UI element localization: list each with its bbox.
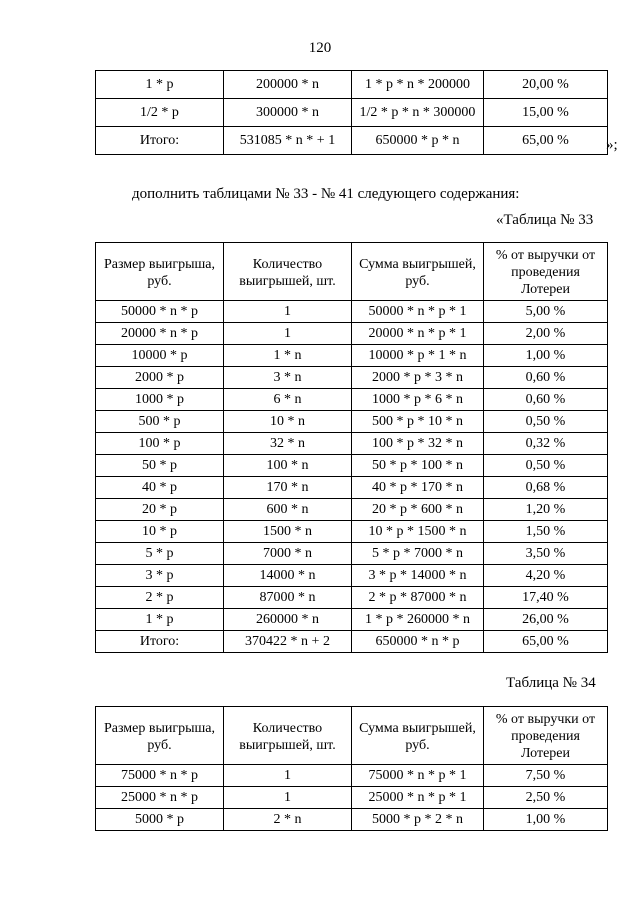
table-row [96,499,608,521]
table-row [96,477,608,499]
table-33-header-row [96,243,608,301]
table-row [96,389,608,411]
cell-prize-count: 1 * n [224,345,352,367]
cell-prize-sum: 75000 * n * р * 1 [352,765,484,787]
cell-prize-size: 10000 * р [96,345,224,367]
table-34 [95,706,608,831]
cell-prize-sum: 1 * р * n * 200000 [352,71,484,99]
cell-prize-sum: 25000 * n * р * 1 [352,787,484,809]
cell-prize-sum: 1 * р * 260000 * n [352,609,484,631]
table-row [96,411,608,433]
header-prize-size: Размер выигрыша, руб. [96,707,224,765]
cell-revenue-percent: 0,68 % [484,477,608,499]
table-row [96,433,608,455]
cell-prize-count: 370422 * n + 2 [224,631,352,653]
closing-quote: »; [606,137,618,153]
cell-prize-sum: 2000 * р * 3 * n [352,367,484,389]
cell-revenue-percent: 17,40 % [484,587,608,609]
table-row [96,765,608,787]
cell-prize-count: 1500 * n [224,521,352,543]
cell-prize-size: 20 * р [96,499,224,521]
table-row [96,323,608,345]
cell-prize-count: 1 [224,765,352,787]
cell-prize-count: 10 * n [224,411,352,433]
cell-revenue-percent: 20,00 % [484,71,608,99]
table-row [96,565,608,587]
continued-table-body [96,71,608,155]
table-row [96,543,608,565]
cell-prize-size: 1/2 * р [96,99,224,127]
cell-prize-count: 87000 * n [224,587,352,609]
cell-prize-sum: 650000 * n * р [352,631,484,653]
table-row [96,455,608,477]
cell-prize-count: 1 [224,787,352,809]
cell-revenue-percent: 3,50 % [484,543,608,565]
cell-revenue-percent: 7,50 % [484,765,608,787]
cell-prize-size: 75000 * n * р [96,765,224,787]
cell-revenue-percent: 2,00 % [484,323,608,345]
cell-prize-size: 40 * р [96,477,224,499]
cell-prize-size: Итого: [96,127,224,155]
cell-revenue-percent: 65,00 % [484,127,608,155]
cell-prize-count: 1 [224,323,352,345]
continued-table [95,70,608,155]
table-row [96,587,608,609]
cell-revenue-percent: 5,00 % [484,301,608,323]
cell-prize-sum: 1/2 * р * n * 300000 [352,99,484,127]
cell-prize-size: 2000 * р [96,367,224,389]
cell-prize-size: 1 * р [96,609,224,631]
cell-prize-sum: 5000 * р * 2 * n [352,809,484,831]
cell-prize-size: 1 * р [96,71,224,99]
cell-prize-count: 260000 * n [224,609,352,631]
table-row [96,345,608,367]
cell-prize-count: 32 * n [224,433,352,455]
table-row [96,99,608,127]
header-revenue-percent: % от выручки от проведения Лотереи [484,243,608,301]
cell-prize-count: 7000 * n [224,543,352,565]
cell-prize-size: 50 * р [96,455,224,477]
cell-revenue-percent: 1,00 % [484,345,608,367]
cell-prize-sum: 20 * р * 600 * n [352,499,484,521]
cell-prize-sum: 3 * р * 14000 * n [352,565,484,587]
cell-prize-size: 5000 * р [96,809,224,831]
cell-prize-size: 500 * р [96,411,224,433]
cell-revenue-percent: 0,50 % [484,411,608,433]
header-prize-sum: Сумма выигрышей, руб. [352,243,484,301]
header-prize-count: Количество выигрышей, шт. [224,243,352,301]
cell-prize-count: 170 * n [224,477,352,499]
table-row [96,631,608,653]
cell-prize-size: 3 * р [96,565,224,587]
cell-revenue-percent: 15,00 % [484,99,608,127]
cell-revenue-percent: 26,00 % [484,609,608,631]
header-prize-size: Размер выигрыша, руб. [96,243,224,301]
cell-prize-size: 1000 * р [96,389,224,411]
cell-revenue-percent: 1,20 % [484,499,608,521]
cell-revenue-percent: 1,00 % [484,809,608,831]
table-row [96,787,608,809]
table-34-header-row [96,707,608,765]
table-row [96,809,608,831]
cell-prize-size: 25000 * n * р [96,787,224,809]
table-33-caption: «Таблица № 33 [496,212,594,228]
cell-prize-count: 300000 * n [224,99,352,127]
cell-revenue-percent: 0,60 % [484,367,608,389]
cell-prize-sum: 5 * р * 7000 * n [352,543,484,565]
cell-revenue-percent: 4,20 % [484,565,608,587]
table-row [96,521,608,543]
header-prize-sum: Сумма выигрышей, руб. [352,707,484,765]
table-row [96,609,608,631]
cell-prize-sum: 10 * р * 1500 * n [352,521,484,543]
table-row [96,301,608,323]
cell-prize-sum: 10000 * р * 1 * n [352,345,484,367]
cell-revenue-percent: 2,50 % [484,787,608,809]
table-row [96,71,608,99]
intro-text: дополнить таблицами № 33 - № 41 следующего содержания: [132,186,520,202]
cell-prize-count: 3 * n [224,367,352,389]
cell-prize-count: 600 * n [224,499,352,521]
cell-prize-size: Итого: [96,631,224,653]
cell-revenue-percent: 0,32 % [484,433,608,455]
cell-revenue-percent: 0,50 % [484,455,608,477]
cell-prize-count: 6 * n [224,389,352,411]
cell-prize-count: 100 * n [224,455,352,477]
cell-prize-size: 2 * р [96,587,224,609]
cell-prize-count: 531085 * n * + 1 [224,127,352,155]
cell-prize-size: 10 * р [96,521,224,543]
header-prize-count: Количество выигрышей, шт. [224,707,352,765]
cell-revenue-percent: 65,00 % [484,631,608,653]
header-revenue-percent: % от выручки от проведения Лотереи [484,707,608,765]
table-row [96,367,608,389]
cell-revenue-percent: 1,50 % [484,521,608,543]
cell-prize-count: 14000 * n [224,565,352,587]
cell-prize-sum: 40 * р * 170 * n [352,477,484,499]
cell-prize-size: 50000 * n * р [96,301,224,323]
cell-prize-sum: 1000 * р * 6 * n [352,389,484,411]
cell-revenue-percent: 0,60 % [484,389,608,411]
table-33 [95,242,608,653]
table-34-body [96,765,608,831]
cell-prize-sum: 500 * р * 10 * n [352,411,484,433]
cell-prize-size: 20000 * n * р [96,323,224,345]
cell-prize-sum: 50 * р * 100 * n [352,455,484,477]
table-34-caption: Таблица № 34 [506,675,596,691]
cell-prize-sum: 100 * р * 32 * n [352,433,484,455]
cell-prize-sum: 2 * р * 87000 * n [352,587,484,609]
page-number: 120 [308,40,332,56]
cell-prize-size: 100 * р [96,433,224,455]
cell-prize-size: 5 * р [96,543,224,565]
cell-prize-count: 1 [224,301,352,323]
table-33-body [96,301,608,653]
table-row [96,127,608,155]
cell-prize-sum: 650000 * р * n [352,127,484,155]
cell-prize-count: 2 * n [224,809,352,831]
cell-prize-sum: 50000 * n * р * 1 [352,301,484,323]
cell-prize-sum: 20000 * n * р * 1 [352,323,484,345]
cell-prize-count: 200000 * n [224,71,352,99]
